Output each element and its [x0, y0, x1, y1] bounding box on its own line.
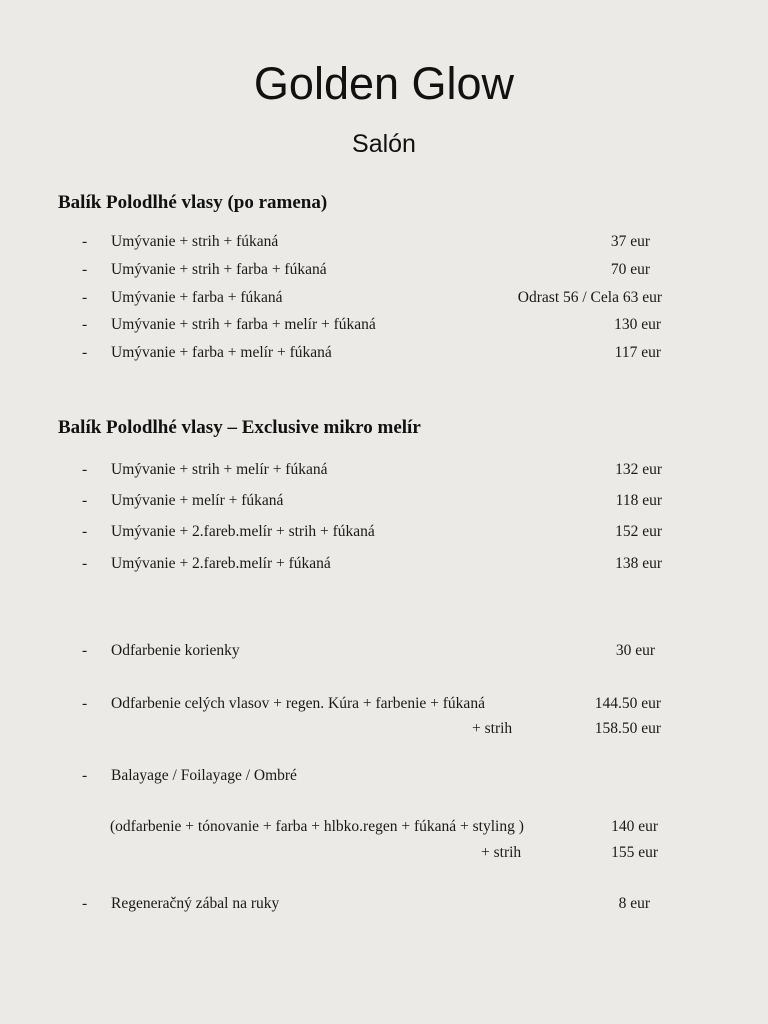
service-label: Umývanie + strih + melír + fúkaná — [111, 461, 328, 478]
bullet-dash: - — [82, 642, 88, 659]
list-item — [0, 492, 768, 514]
addon-price: 155 eur — [611, 844, 658, 861]
bullet-dash: - — [82, 523, 88, 540]
addon-price: 158.50 eur — [594, 720, 661, 737]
service-label: Umývanie + 2.fareb.melír + strih + fúkaná — [111, 523, 375, 540]
bullet-dash: - — [82, 289, 88, 306]
service-label: Umývanie + farba + fúkaná — [111, 289, 283, 306]
bullet-dash: - — [82, 344, 88, 361]
service-price: 30 eur — [615, 642, 655, 659]
list-item — [0, 289, 768, 311]
list-item — [0, 523, 768, 545]
service-price: 118 eur — [615, 492, 662, 509]
service-price: 140 eur — [611, 818, 658, 835]
addon-label: + strih — [481, 844, 522, 861]
service-price: 70 eur — [610, 261, 650, 278]
bullet-dash: - — [82, 233, 88, 250]
list-item — [0, 461, 768, 483]
service-label: Umývanie + strih + fúkaná — [111, 233, 279, 250]
bullet-dash: - — [82, 461, 88, 478]
service-price: 8 eur — [618, 895, 650, 912]
service-price: 152 eur — [615, 523, 662, 540]
list-item — [0, 261, 768, 283]
list-item — [0, 642, 768, 664]
bullet-dash: - — [82, 492, 88, 509]
service-price: 138 eur — [615, 555, 662, 572]
service-label: Odfarbenie korienky — [111, 642, 240, 659]
bullet-dash: - — [82, 695, 88, 712]
service-price: 132 eur — [615, 461, 662, 478]
service-price: 117 eur — [614, 344, 661, 361]
bullet-dash: - — [82, 316, 88, 333]
service-label: Regeneračný zábal na ruky — [111, 895, 280, 912]
brand-subtitle: Salón — [352, 130, 416, 158]
bullet-dash: - — [82, 555, 88, 572]
bullet-dash: - — [82, 895, 88, 912]
service-label: Umývanie + farba + melír + fúkaná — [111, 344, 332, 361]
brand-title: Golden Glow — [253, 58, 515, 109]
bullet-dash: - — [82, 261, 88, 278]
service-price: 144.50 eur — [594, 695, 661, 712]
section-heading: Balík Polodlhé vlasy – Exclusive mikro melír — [58, 417, 421, 438]
list-item — [0, 316, 768, 338]
service-detail: (odfarbenie + tónovanie + farba + hlbko.regen + fúkaná + styling ) — [110, 818, 524, 835]
list-item — [0, 695, 768, 717]
addon-label: + strih — [472, 720, 513, 737]
bullet-dash: - — [82, 767, 88, 784]
list-item — [0, 344, 768, 366]
list-item — [0, 233, 768, 255]
service-label: Umývanie + strih + farba + fúkaná — [111, 261, 327, 278]
service-label: Balayage / Foilayage / Ombré — [111, 767, 297, 784]
list-item — [0, 555, 768, 577]
service-label: Umývanie + 2.fareb.melír + fúkaná — [111, 555, 331, 572]
service-price: 130 eur — [614, 316, 661, 333]
service-price: Odrast 56 / Cela 63 eur — [517, 289, 662, 306]
section-heading: Balík Polodlhé vlasy (po ramena) — [58, 192, 328, 213]
service-label: Umývanie + melír + fúkaná — [111, 492, 284, 509]
list-item — [0, 895, 768, 917]
service-label: Odfarbenie celých vlasov + regen. Kúra + farbenie + fúkaná — [111, 695, 485, 712]
service-label: Umývanie + strih + farba + melír + fúkaná — [111, 316, 376, 333]
service-price: 37 eur — [610, 233, 650, 250]
list-item — [0, 767, 768, 789]
